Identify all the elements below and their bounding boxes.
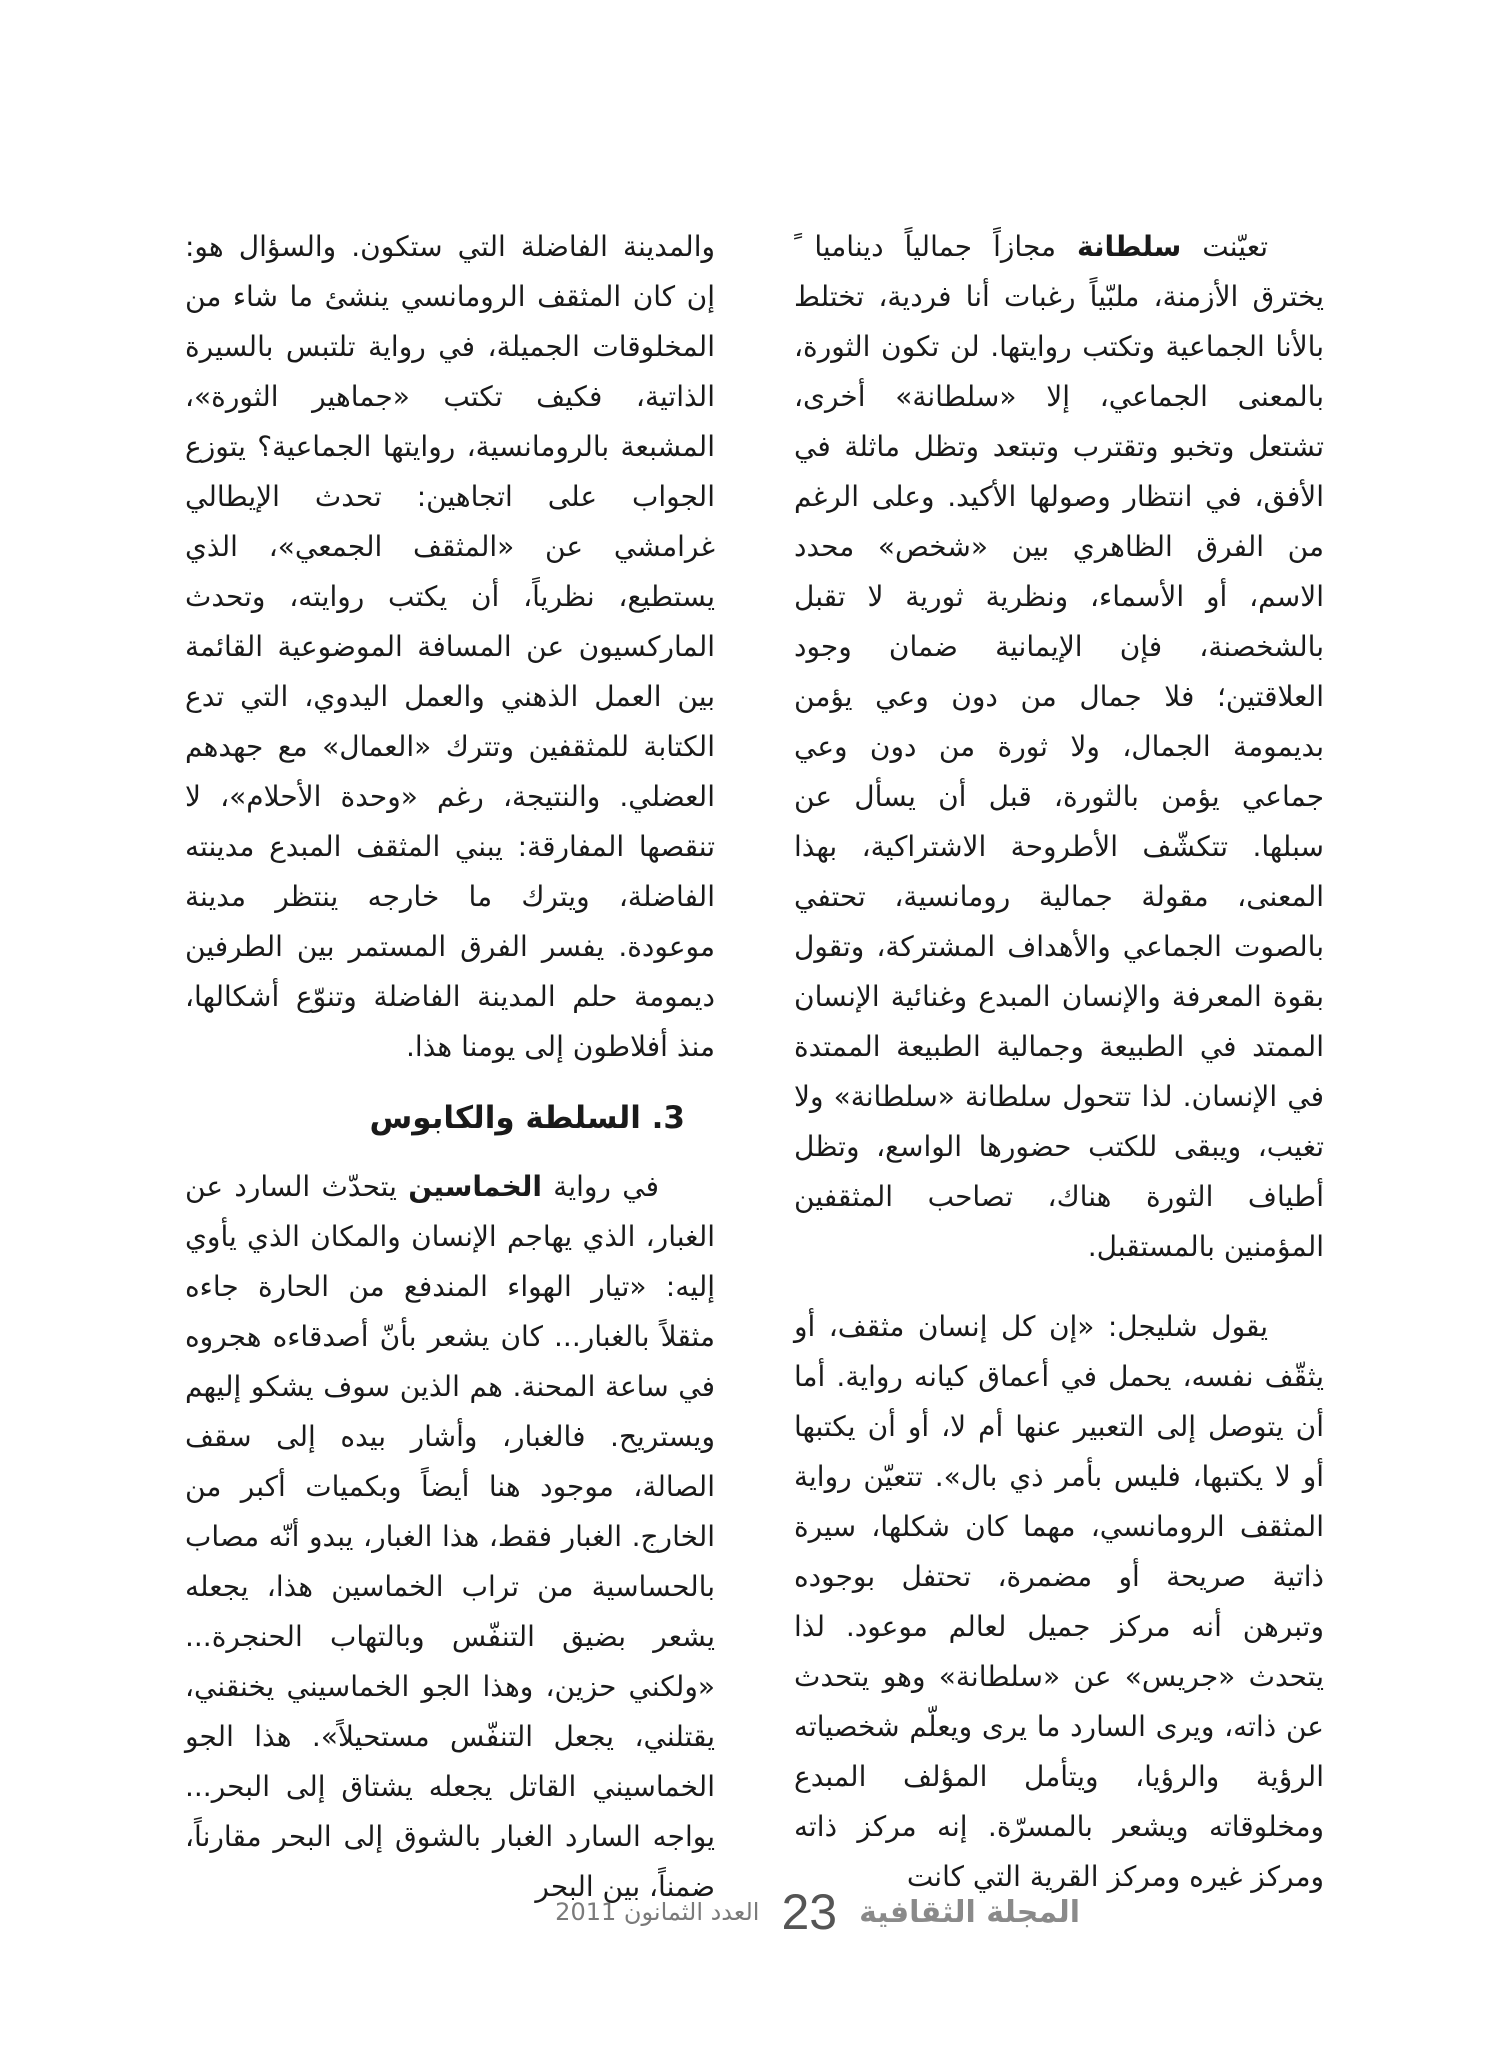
right-column	[794, 222, 1324, 1902]
bold-title-sultana: سلطانة	[1077, 230, 1182, 263]
paragraph-schlegel: يقول شليجل: «إن كل إنسان مثقف، أو يثقّف نفسه، يحمل في أعماق كيانه رواية. أما أن يتوصل إلى التعبير عنها أم لا، أو أن يكتبها أو لا يكتبها، فليس بأمر ذي بال». تتعيّن رواية المثقف الرومانسي، مهما كان شكلها، سيرة ذاتية صريحة أو مضمرة، تحتفل بوجوده وتبرهن أنه مركز جميل لعالم موعود. لذا يتحدث «جريس» عن «سلطانة» وهو يتحدث عن ذاته، ويرى السارد ما يرى ويعلّم شخصياته الرؤية والرؤيا، ويتأمل المؤلف المبدع ومخلوقاته ويشعر بالمسرّة. إنه مركز ذاته ومركز غيره ومركز القرية التي كانت	[794, 1310, 1324, 1893]
section-heading: 3. السلطة والكابوس	[369, 1100, 685, 1136]
left-column	[185, 222, 715, 1912]
magazine-name: المجلة الثقافية	[859, 1894, 1080, 1930]
bold-title-khamasin: الخماسين	[408, 1170, 542, 1203]
page-footer	[420, 1882, 1080, 1942]
paragraph-utopia: والمدينة الفاضلة التي ستكون. والسؤال هو: إن كان المثقف الرومانسي ينشئ ما شاء من المخلوقات الجميلة، في رواية تلتبس بالسيرة الذاتية، فكيف تكتب «جماهير الثورة»، المشبعة بالرومانسية، روايتها الجماعية؟ يتوزع الجواب على اتجاهين: تحدث الإيطالي غرامشي عن «المثقف الجمعي»، الذي يستطيع، نظرياً، أن يكتب روايته، وتحدث الماركسيون عن المسافة الموضوعية القائمة بين العمل الذهني والعمل اليدوي، التي تدع الكتابة للمثقفين وتترك «العمال» مع جهدهم العضلي. والنتيجة، رغم «وحدة الأحلام»، لا تنقصها المفارقة: يبني المثقف المبدع مدينته الفاضلة، ويترك ما خارجه ينتظر مدينة موعودة. يفسر الفرق المستمر بين الطرفين ديمومة حلم المدينة الفاضلة وتنوّع أشكالها، منذ أفلاطون إلى يومنا هذا.	[185, 230, 715, 1063]
paragraph-sultana: تعيّنت سلطانة مجازاً جمالياً ديناميا ً يخترق الأزمنة، ملبّياً رغبات أنا فردية، تختلط بالأنا الجماعية وتكتب روايتها. لن تكون الثورة، بالمعنى الجماعي، إلا «سلطانة» أخرى، تشتعل وتخبو وتقترب وتبتعد وتظل ماثلة في الأفق، في انتظار وصولها الأكيد. وعلى الرغم من الفرق الظاهري بين «شخص» محدد الاسم، أو الأسماء، ونظرية ثورية لا تقبل بالشخصنة، فإن الإيمانية ضمان وجود العلاقتين؛ فلا جمال من دون وعي يؤمن بديمومة الجمال، ولا ثورة من دون وعي جماعي يؤمن بالثورة، قبل أن يسأل عن سبلها. تتكشّف الأطروحة الاشتراكية، بهذا المعنى، مقولة جمالية رومانسية، تحتفي بالصوت الجماعي والأهداف المشتركة، وتقول بقوة المعرفة والإنسان المبدع وغنائية الإنسان الممتد في الطبيعة وجمالية الطبيعة الممتدة في الإنسان. لذا تتحول سلطانة «سلطانة» ولا تغيب، ويبقى للكتب حضورها الواسع، وتظل أطياف الثورة هناك، تصاحب المثقفين المؤمنين بالمستقبل.	[794, 230, 1324, 1263]
paragraph-khamasin: في رواية الخماسين يتحدّث السارد عن الغبار، الذي يهاجم الإنسان والمكان الذي يأوي إليه: «تيار الهواء المندفع من الحارة جاءه مثقلاً بالغبار... كان يشعر بأنّ أصدقاءه هجروه في ساعة المحنة. هم الذين سوف يشكو إليهم ويستريح. فالغبار، وأشار بيده إلى سقف الصالة، موجود هنا أيضاً وبكميات أكبر من الخارج. الغبار فقط، هذا الغبار، يبدو أنّه مصاب بالحساسية من تراب الخماسين هذا، يجعله يشعر بضيق التنفّس وبالتهاب الحنجرة... «ولكني حزين، وهذا الجو الخماسيني يخنقني، يقتلني، يجعل التنفّس مستحيلاً». هذا الجو الخماسيني القاتل يجعله يشتاق إلى البحر... يواجه السارد الغبار بالشوق إلى البحر مقارناً، ضمناً، بين البحر	[185, 1170, 715, 1903]
issue-label: العدد الثمانون 2011	[555, 1898, 760, 1926]
page-number: 23	[781, 1884, 838, 1940]
